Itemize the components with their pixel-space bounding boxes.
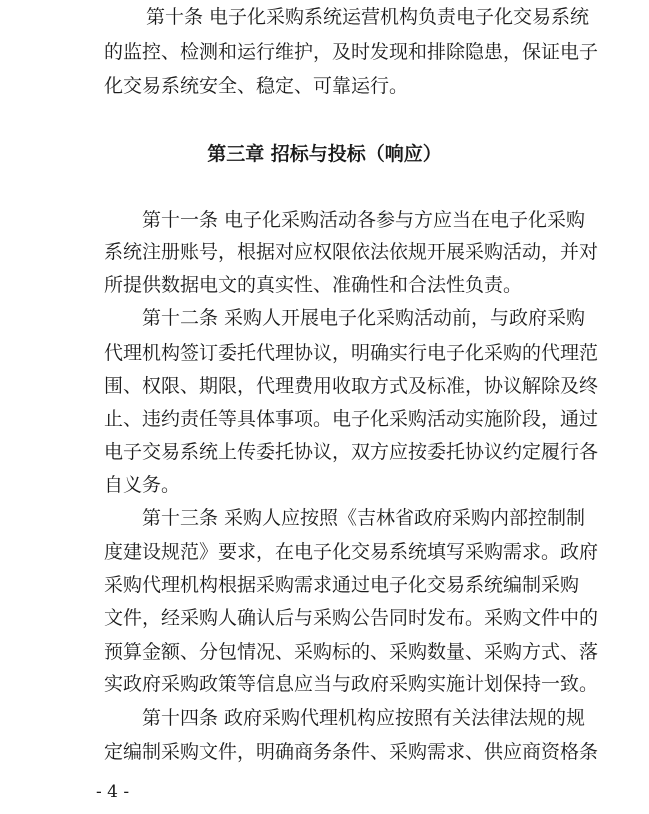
chapter-title: 第三章 招标与投标（响应） (207, 143, 442, 165)
article-12-line-2: 代理机构签订委托代理协议，明确实行电子化采购的代理范 (104, 342, 599, 364)
article-14-line-1: 第十四条 政府采购代理机构应按照有关法律法规的规 (142, 707, 586, 729)
article-10-line-1: 第十条 电子化采购系统运营机构负责电子化交易系统 (146, 6, 590, 28)
article-12-line-4: 止、违约责任等具体事项。电子化采购活动实施阶段，通过 (104, 408, 599, 430)
article-12-line-5: 电子交易系统上传委托协议，双方应按委托协议约定履行各 (104, 441, 599, 463)
article-12-line-1: 第十二条 采购人开展电子化采购活动前，与政府采购 (142, 307, 586, 329)
article-10-line-2: 的监控、检测和运行维护，及时发现和排除隐患，保证电子 (104, 41, 599, 63)
article-10-line-3: 化交易系统安全、稳定、可靠运行。 (104, 75, 409, 97)
article-13-line-6: 实政府采购政策等信息应当与政府采购实施计划保持一致。 (104, 673, 599, 695)
article-13-line-5: 预算金额、分包情况、采购标的、采购数量、采购方式、落 (104, 641, 599, 663)
page-number: - 4 - (96, 782, 130, 802)
article-13-line-3: 采购代理机构根据采购需求通过电子化交易系统编制采购 (104, 574, 580, 596)
article-13-line-4: 文件，经采购人确认后与采购公告同时发布。采购文件中的 (104, 607, 599, 629)
article-11-line-1: 第十一条 电子化采购活动各参与方应当在电子化采购 (142, 209, 586, 231)
article-12-line-3: 围、权限、期限，代理费用收取方式及标准，协议解除及终 (104, 375, 599, 397)
article-13-line-2: 度建设规范》要求，在电子化交易系统填写采购需求。政府 (104, 541, 599, 563)
article-11-line-3: 所提供数据电文的真实性、准确性和合法性负责。 (104, 274, 523, 296)
article-13-line-1: 第十三条 采购人应按照《吉林省政府采购内部控制制 (142, 507, 586, 529)
article-14-line-2: 定编制采购文件，明确商务条件、采购需求、供应商资格条 (104, 741, 599, 763)
article-12-line-6: 自义务。 (104, 474, 181, 496)
article-11-line-2: 系统注册账号，根据对应权限依法依规开展采购活动，并对 (104, 241, 599, 263)
